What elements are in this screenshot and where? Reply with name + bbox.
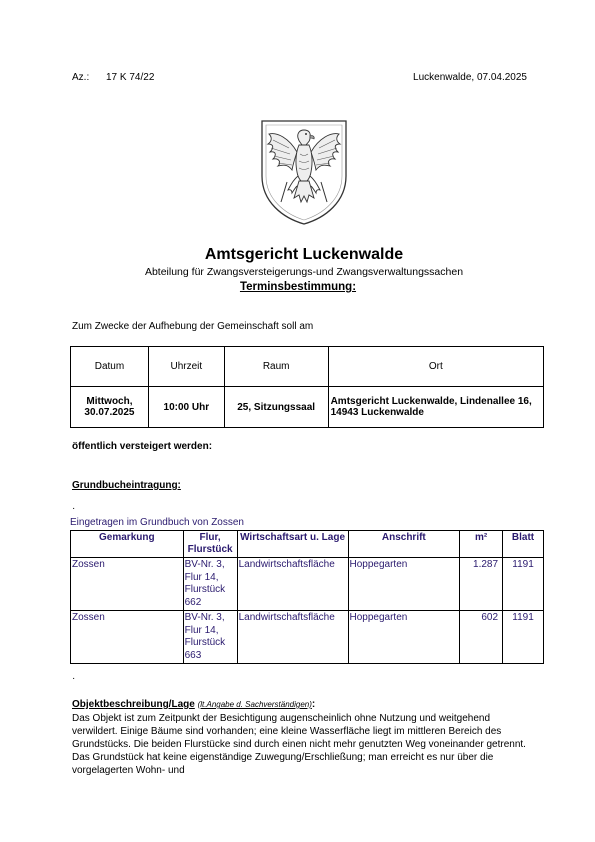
cell-anschrift: Hoppegarten — [348, 558, 460, 611]
land-register-header-row — [71, 531, 544, 558]
header-gemarkung: Gemarkung — [71, 531, 184, 558]
cell-area: 1.287 — [460, 558, 503, 611]
cell-gemarkung: Zossen — [71, 558, 184, 611]
file-reference-label: Az.: — [72, 72, 90, 83]
document-header — [72, 72, 527, 86]
cell-blatt: 1191 — [503, 611, 544, 664]
appointment-location: Amtsgericht Luckenwalde, Lindenallee 16, 14943 Luckenwalde — [328, 387, 543, 428]
cell-flur: BV-Nr. 3, Flur 14, Flurstück 662 — [183, 558, 237, 611]
coat-of-arms-eagle-icon — [259, 118, 349, 226]
description-body: Das Objekt ist zum Zeitpunkt der Besichtigung augenscheinlich ohne Nutzung und weitgehend verwildert. Einige Bäume sind vorhanden; eine kleine Wasserfläche liegt im mittleren Bereich des Grundstücks. Die beiden Flurstücke sind durch einen nicht mehr genutzten Weg voneinander getrennt. Das Grundstück hat keine eigenständige Zuwegung/Erschließung; man erreicht es nur über die vorgelagerten Wohn- und — [72, 713, 526, 776]
appointment-table — [70, 346, 544, 428]
appointment-header-row — [71, 347, 544, 387]
header-flur: Flur, Flurstück — [183, 531, 237, 558]
appointment-date-value: 30.07.2025 — [84, 407, 135, 418]
header-anschrift: Anschrift — [348, 531, 460, 558]
cell-gemarkung: Zossen — [71, 611, 184, 664]
description-heading-colon: : — [311, 699, 316, 710]
separator-dot: · — [72, 503, 76, 514]
file-reference-number: 17 K 74/22 — [106, 72, 155, 83]
court-title: Amtsgericht Luckenwalde — [204, 246, 404, 263]
description-heading-note: (lt.Angabe d. Sachverständigen) — [197, 700, 312, 709]
appointment-date — [71, 387, 149, 428]
cell-blatt: 1191 — [503, 558, 544, 611]
document-heading: Terminsbestimmung: — [239, 281, 357, 293]
appointment-header-time: Uhrzeit — [148, 347, 224, 387]
header-wirtschaftsart: Wirtschaftsart u. Lage — [237, 531, 348, 558]
intro-text: Zum Zwecke der Aufhebung der Gemeinschaft soll am — [72, 321, 314, 332]
appointment-time: 10:00 Uhr — [148, 387, 224, 428]
header-area: m² — [460, 531, 503, 558]
auction-statement: öffentlich versteigert werden: — [72, 441, 213, 452]
header-blatt: Blatt — [503, 531, 544, 558]
separator-dot: · — [72, 673, 76, 684]
appointment-header-location: Ort — [328, 347, 543, 387]
appointment-room: 25, Sitzungssaal — [224, 387, 328, 428]
cell-area: 602 — [460, 611, 503, 664]
place-and-date: Luckenwalde, 07.04.2025 — [413, 72, 527, 83]
cell-anschrift: Hoppegarten — [348, 611, 460, 664]
court-department: Abteilung für Zwangsversteigerungs-und Zwangsverwaltungssachen — [144, 266, 464, 278]
description-heading — [72, 699, 315, 710]
land-register-heading: Grundbucheintragung: — [72, 480, 181, 491]
land-register-table — [70, 530, 544, 664]
cell-wirtschaftsart: Landwirtschaftsfläche — [237, 611, 348, 664]
table-row — [71, 611, 544, 664]
appointment-row — [71, 387, 544, 428]
file-reference — [72, 72, 154, 83]
table-row — [71, 558, 544, 611]
land-register-caption: Eingetragen im Grundbuch von Zossen — [70, 517, 244, 528]
appointment-header-room: Raum — [224, 347, 328, 387]
cell-wirtschaftsart: Landwirtschaftsfläche — [237, 558, 348, 611]
description-heading-text: Objektbeschreibung/Lage — [72, 699, 195, 710]
cell-flur: BV-Nr. 3, Flur 14, Flurstück 663 — [183, 611, 237, 664]
appointment-header-date: Datum — [71, 347, 149, 387]
appointment-weekday: Mittwoch, — [86, 396, 133, 407]
